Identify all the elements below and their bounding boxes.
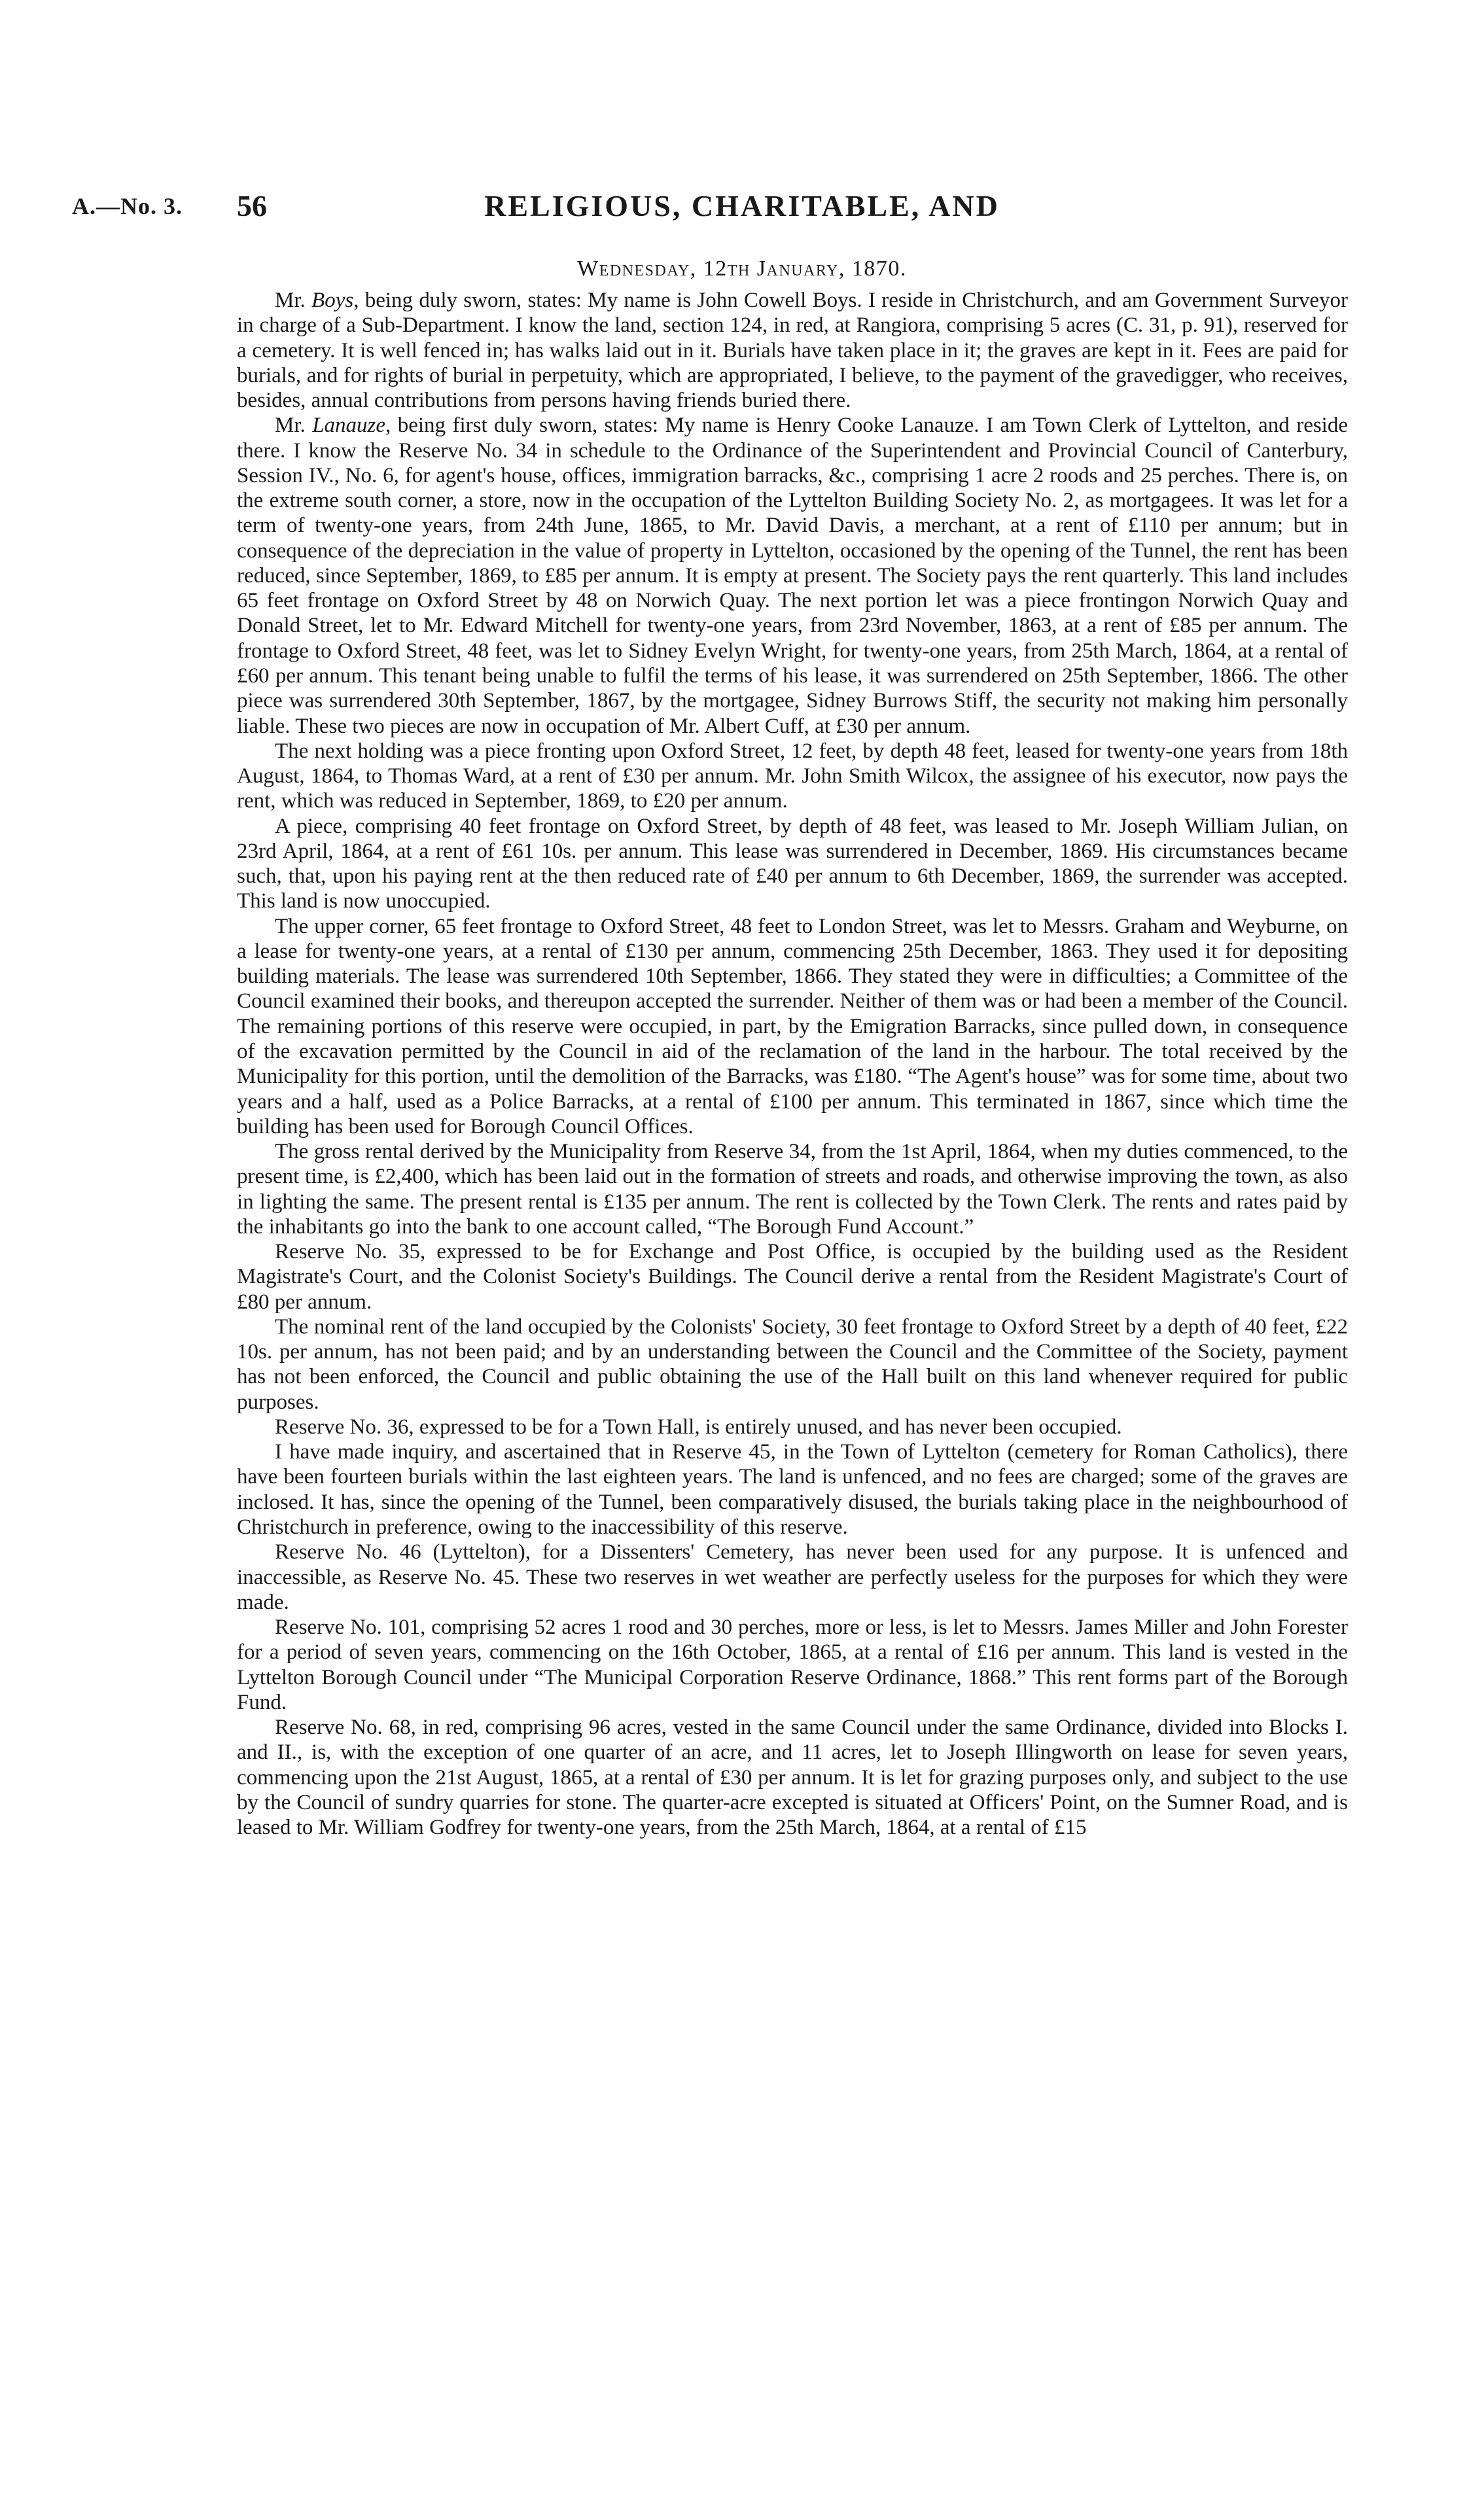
paragraph: Reserve No. 46 (Lyttelton), for a Dissenters' Cemetery, has never been used for any purpose. It is unfenced and inaccessible, as Reserve No. 45. These two reserves in wet weather are perfectly useless for the purposes for which they were made. bbox=[237, 1540, 1348, 1614]
paragraph: Reserve No. 68, in red, comprising 96 acres, vested in the same Council under the same Ordinance, divided into Blocks I. and II., is, with the exception of one quarter of an acre, and 11 acres, let to Joseph Illingworth on lease for seven years, commencing upon the 21st August, 1865, at a rental of £30 per annum. It is let for grazing purposes only, and subject to the use by the Council of sundry quarries for stone. The quarter-acre excepted is situated at Officers' Point, on the Sumner Road, and is leased to Mr. William Godfrey for twenty-one years, from the 25th March, 1864, at a rental of £15 bbox=[237, 1716, 1348, 1840]
paragraph: Reserve No. 101, comprising 52 acres 1 rood and 30 perches, more or less, is let to Messrs. James Miller and John Forester for a period of seven years, commencing on the 16th October, 1865, at a rental of £16 per annum. This land is vested in the Lyttelton Borough Council under “The Municipal Corporation Reserve Ordinance, 1868.” This rent forms part of the Borough Fund. bbox=[237, 1615, 1348, 1714]
page-header bbox=[0, 188, 1484, 228]
paragraph: The upper corner, 65 feet frontage to Oxford Street, 48 feet to London Street, was let to Messrs. Graham and Weyburne, on a lease for twenty-one years, at a rental of £130 per annum, commencing 25th December, 1863. They used it for depositing building materials. The lease was surrendered 10th September, 1866. They stated they were in difficulties; a Committee of the Council examined their books, and thereupon accepted the surrender. Neither of them was or had been a member of the Council. The remaining portions of this reserve were occupied, in part, by the Emigration Barracks, since pulled down, in consequence of the excavation permitted by the Council in aid of the reclamation of the land in the harbour. The total received by the Municipality for this portion, until the demolition of the Barracks, was £180. “The Agent's house” was for some time, about two years and a half, used as a Police Barracks, at a rental of £100 per annum. This terminated in 1867, since which time the building has been used for Borough Council Offices. bbox=[237, 914, 1348, 1138]
paragraph: The next holding was a piece fronting upon Oxford Street, 12 feet, by depth 48 feet, leased for twenty-one years from 18th August, 1864, to Thomas Ward, at a rent of £30 per annum. Mr. John Smith Wilcox, the assignee of his executor, now pays the rent, which was reduced in September, 1869, to £20 per annum. bbox=[237, 739, 1348, 813]
page-number: 56 bbox=[237, 189, 267, 222]
paragraph: I have made inquiry, and ascertained that in Reserve 45, in the Town of Lyttelton (cemetery for Roman Catholics), there have been fourteen burials within the last eighteen years. The land is unfenced, and no fees are charged; some of the graves are inclosed. It has, since the opening of the Tunnel, been comparatively disused, the burials taking place in the neighbourhood of Christchurch in preference, owing to the inaccessibility of this reserve. bbox=[237, 1440, 1348, 1540]
paragraph: The nominal rent of the land occupied by the Colonists' Society, 30 feet frontage to Oxford Street by a depth of 40 feet, £22 10s. per annum, has not been paid; and by an understanding between the Council and the Committee of the Society, payment has not been enforced, the Council and public obtaining the use of the Hall built on this land whenever required for public purposes. bbox=[237, 1314, 1348, 1414]
running-title: RELIGIOUS, CHARITABLE, AND bbox=[484, 189, 1000, 222]
speaker-name: Lanauze bbox=[312, 414, 386, 438]
paragraph: Mr. Lanauze, being first duly sworn, states: My name is Henry Cooke Lanauze. I am Town Clerk of Lyttelton, and reside there. I know the Reserve No. 34 in schedule to the Ordinance of the Superintendent and Provincial Council of Canterbury, Session IV., No. 6, for agent's house, offices, immigration barracks, &c., comprising 1 acre 2 roods and 25 perches. There is, on the extreme south corner, a store, now in the occupation of the Lyttelton Building Society No. 2, as mortgagees. It was let for a term of twenty-one years, from 24th June, 1865, to Mr. David Davis, a merchant, at a rent of £110 per annum; but in consequence of the depreciation in the value of property in Lyttelton, occasioned by the opening of the Tunnel, the rent has been reduced, since September, 1869, to £85 per annum. It is empty at present. The Society pays the rent quarterly. This land includes 65 feet frontage on Oxford Street by 48 on Norwich Quay. The next portion let was a piece frontingon Norwich Quay and Donald Street, let to Mr. Edward Mitchell for twenty-one years, from 23rd November, 1863, at a rent of £85 per annum. The frontage to Oxford Street, 48 feet, was let to Sidney Evelyn Wright, for twenty-one years, from 25th March, 1864, at a rental of £60 per annum. This tenant being unable to fulfil the terms of his lease, it was surrendered on 25th September, 1866. The other piece was surrendered 30th September, 1867, by the mortgagee, Sidney Burrows Stiff, the security not making him personally liable. These two pieces are now in occupation of Mr. Albert Cuff, at £30 per annum. bbox=[237, 414, 1348, 738]
paragraph: Mr. Boys, being duly sworn, states: My name is John Cowell Boys. I reside in Christchurch, and am Government Surveyor in charge of a Sub-Department. I know the land, section 124, in red, at Rangiora, comprising 5 acres (C. 31, p. 91), reserved for a cemetery. It is well fenced in; has walks laid out in it. Burials have taken place in it; the graves are kept in it. Fees are paid for burials, and for rights of burial in perpetuity, which are appropriated, I believe, to the payment of the gravedigger, who receives, besides, annual contributions from persons having friends buried there. bbox=[237, 289, 1348, 413]
paragraph: A piece, comprising 40 feet frontage on Oxford Street, by depth of 48 feet, was leased to Mr. Joseph William Julian, on 23rd April, 1864, at a rent of £61 10s. per annum. This lease was surrendered in December, 1869. His circumstances became such, that, upon his paying rent at the then reduced rate of £40 per annum to 6th December, 1869, the surrender was accepted. This land is now unoccupied. bbox=[237, 814, 1348, 913]
paragraph: Reserve No. 36, expressed to be for a Town Hall, is entirely unused, and has never been occupied. bbox=[275, 1415, 1122, 1439]
parliamentary-paper-reference: A.—No. 3. bbox=[72, 193, 183, 219]
paragraph: The gross rental derived by the Municipality from Reserve 34, from the 1st April, 1864, when my duties commenced, to the present time, is £2,400, which has been laid out in the formation of streets and roads, and otherwise improving the town, as also in lighting the same. The present rental is £135 per annum. The rent is collected by the Town Clerk. The rents and rates paid by the inhabitants go into the bank to one account called, “The Borough Fund Account.” bbox=[237, 1140, 1348, 1239]
testimony-body bbox=[237, 288, 1348, 1840]
speaker-name: Boys bbox=[311, 289, 354, 312]
paragraph: Reserve No. 35, expressed to be for Exchange and Post Office, is occupied by the building used as the Resident Magistrate's Court, and the Colonist Society's Buildings. The Council derive a rental from the Resident Magistrate's Court of £80 per annum. bbox=[237, 1240, 1348, 1314]
date-heading: Wednesday, 12th January, 1870. bbox=[577, 256, 907, 281]
